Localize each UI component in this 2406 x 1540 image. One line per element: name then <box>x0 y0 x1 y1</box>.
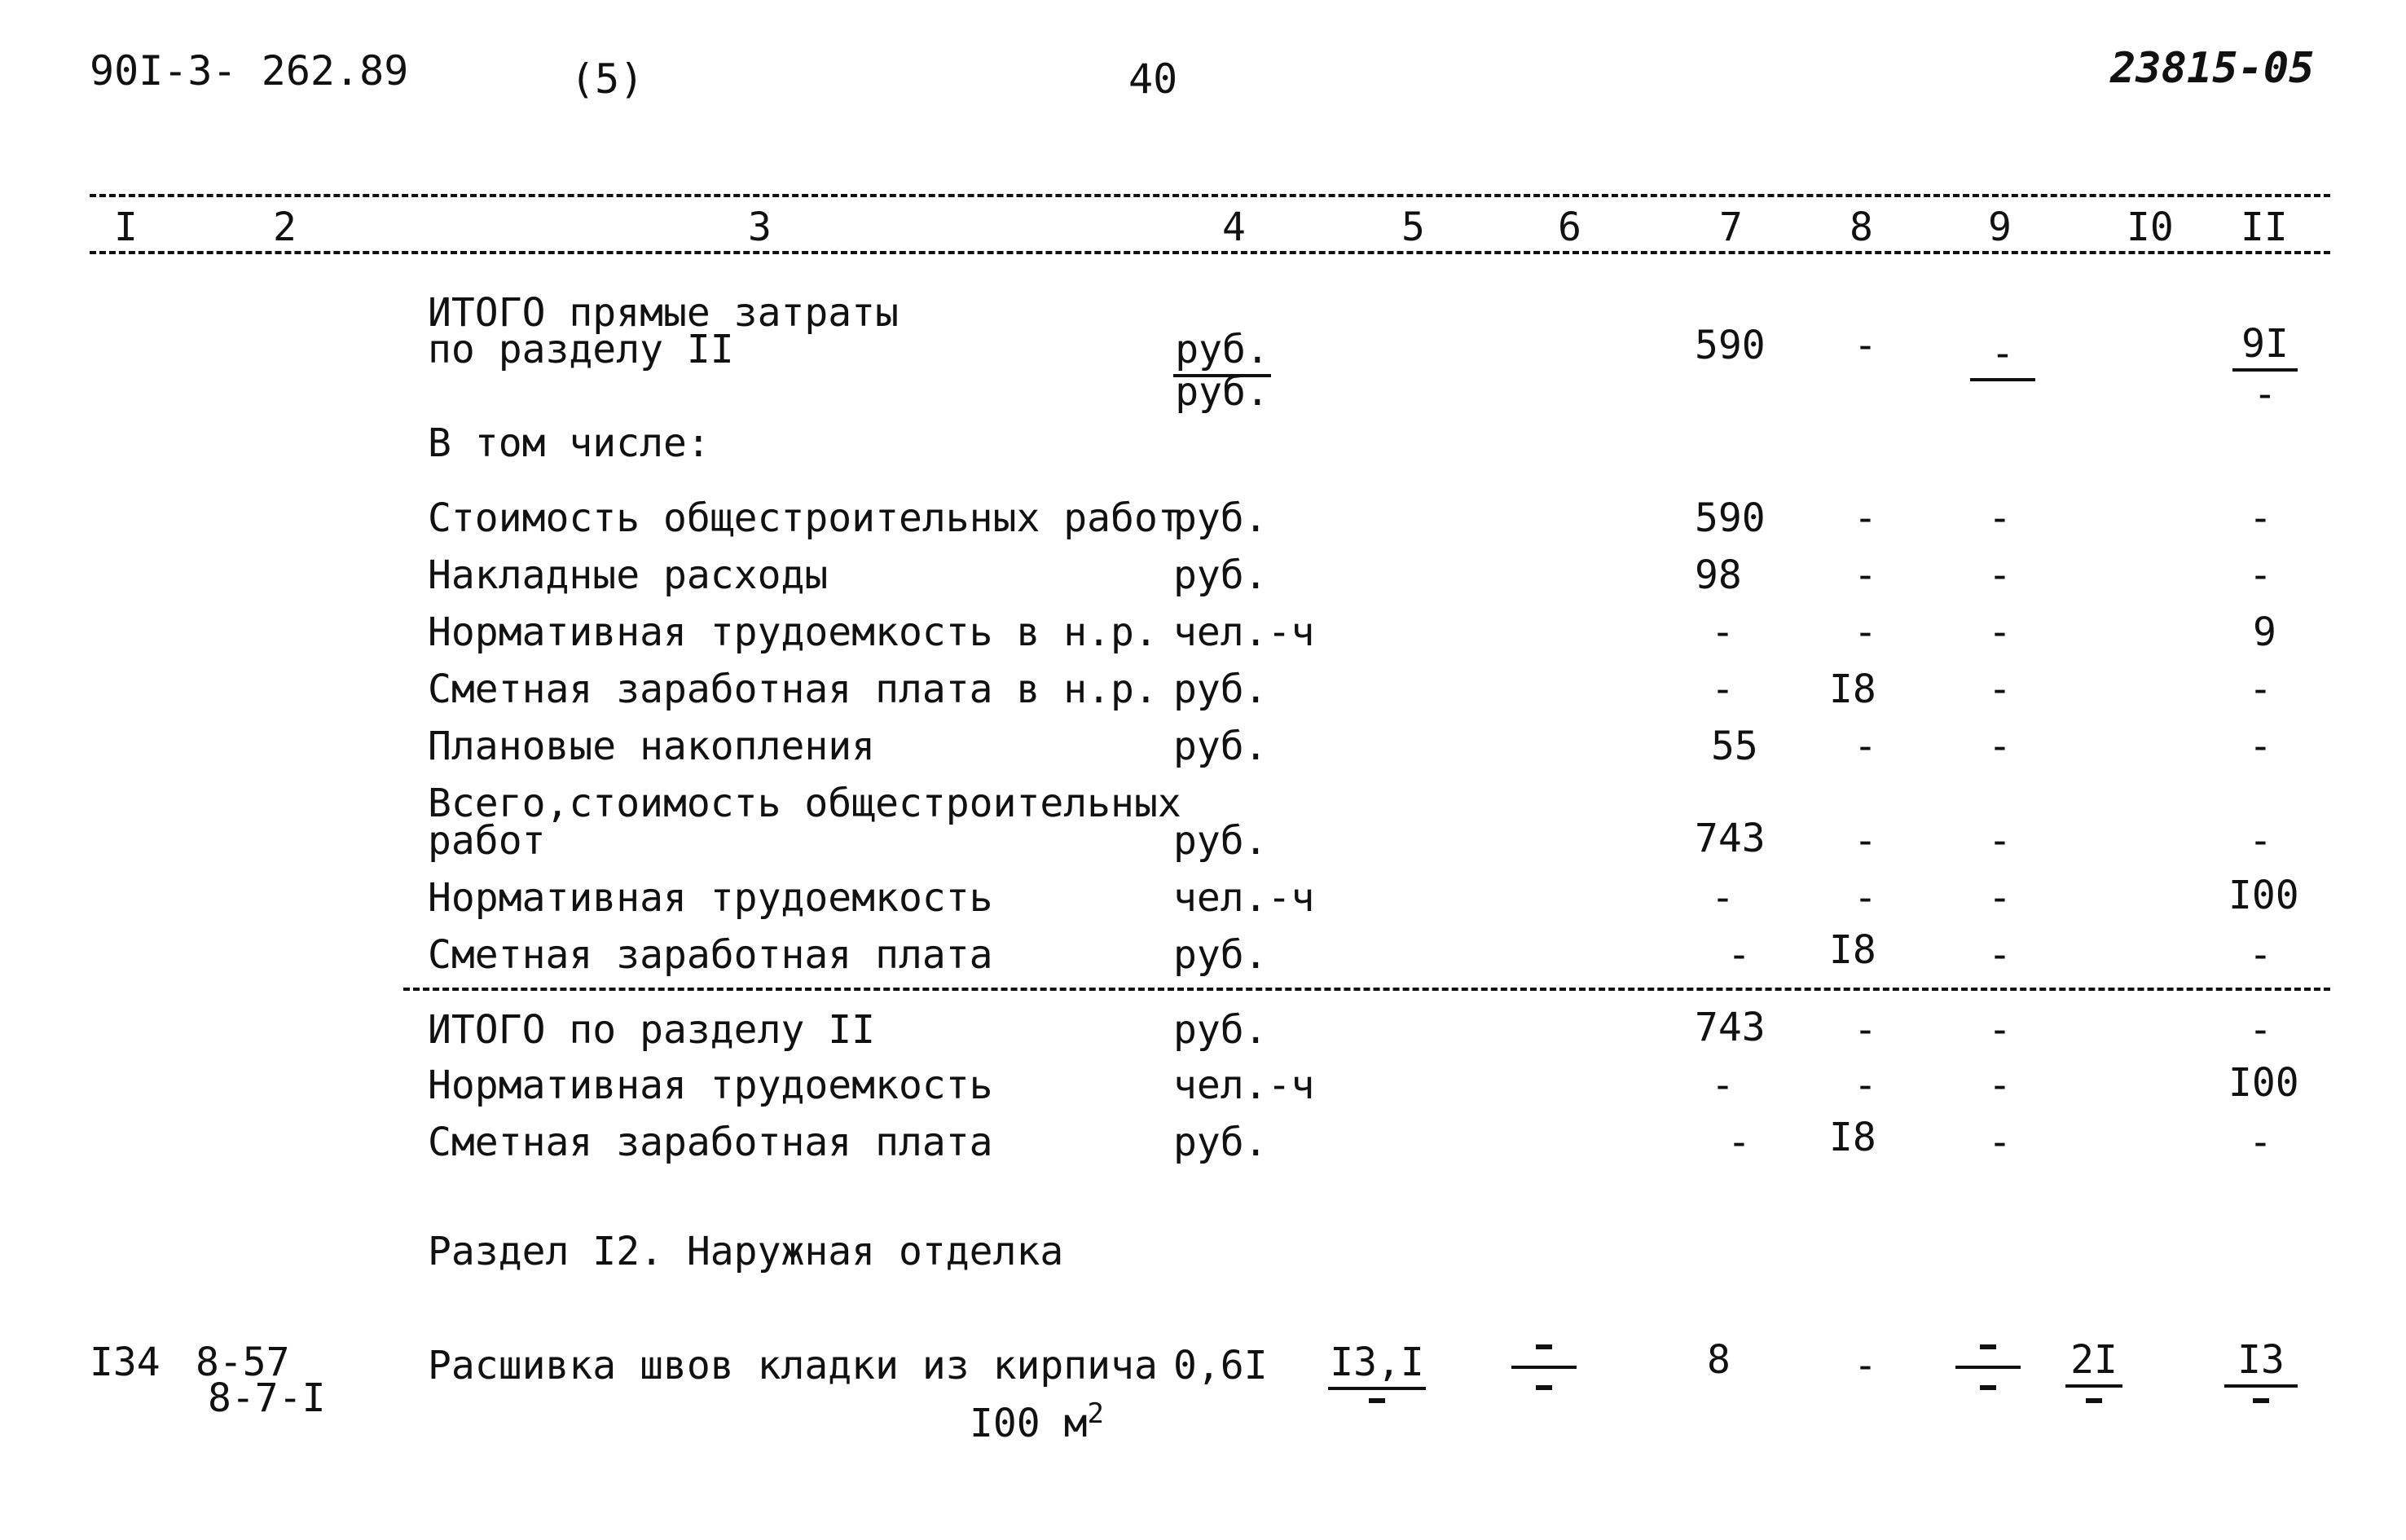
item-c10-bar <box>2065 1384 2122 1388</box>
row-c11: - <box>2249 495 2272 541</box>
item-c11-bar <box>2224 1384 2298 1388</box>
item-c6-num-mark <box>1536 1344 1552 1349</box>
column-header-9: 9 <box>1988 205 2012 250</box>
column-header-1: I <box>114 205 138 250</box>
row-unit: руб. <box>1173 667 1268 712</box>
row-c9: - <box>1988 609 2012 655</box>
row-c11: - <box>2249 552 2272 598</box>
row-name: Нормативная трудоемкость в н.р. <box>428 609 1158 655</box>
row-c11: - <box>2249 667 2272 712</box>
row-unit: чел.-ч <box>1173 609 1315 655</box>
row-c9: - <box>1988 932 2012 978</box>
header-bottom-rule <box>90 251 2330 254</box>
row-c8: - <box>1854 552 1877 598</box>
item-measure-sup: 2 <box>1087 1397 1104 1430</box>
total-works-c11: - <box>2249 818 2272 864</box>
row-c7: - <box>1727 932 1751 978</box>
item-c5-num: I3,I <box>1330 1340 1424 1385</box>
total-works-c9: - <box>1988 818 2012 864</box>
item-code-1: 8-57 <box>196 1340 290 1385</box>
row-c7: 98 <box>1695 552 1742 598</box>
total-works-c7: 743 <box>1695 816 1766 861</box>
column-header-2: 2 <box>273 205 297 250</box>
row-c8: - <box>1854 609 1877 655</box>
row-c8: I8 <box>1829 927 1876 973</box>
row-c7: - <box>1711 667 1735 712</box>
total-works-unit: руб. <box>1173 818 1268 864</box>
item-c5 <box>1328 1340 1426 1390</box>
item-c10-num: 2I <box>2070 1337 2118 1383</box>
row-c11: I00 <box>2228 1060 2299 1106</box>
item-c9 <box>1955 1361 2021 1369</box>
page-number: 40 <box>1128 55 1178 103</box>
row-c11: - <box>2249 1007 2272 1053</box>
header-top-rule <box>90 194 2330 197</box>
total-direct-c9 <box>1970 331 2035 381</box>
total-works-c8: - <box>1854 818 1877 864</box>
row-name: Плановые накопления <box>428 724 876 769</box>
row-unit: руб. <box>1173 724 1268 769</box>
item-c10-den-mark <box>2086 1398 2102 1403</box>
row-name: Нормативная трудоемкость <box>428 1063 993 1108</box>
column-header-10: I0 <box>2127 205 2174 250</box>
total-direct-c11-num: 9I <box>2241 321 2289 367</box>
total-direct-line1: ИТОГО прямые затраты <box>428 290 899 336</box>
row-unit: руб. <box>1173 1120 1268 1165</box>
row-c9: - <box>1988 1007 2012 1053</box>
row-c11: 9 <box>2253 609 2276 655</box>
row-unit: чел.-ч <box>1173 875 1315 921</box>
item-number: I34 <box>90 1340 161 1385</box>
row-c8: - <box>1854 1063 1877 1108</box>
column-header-8: 8 <box>1850 205 1873 250</box>
total-works-line1: Всего,стоимость общестроительных <box>428 781 1181 826</box>
total-direct-c7: 590 <box>1695 323 1766 368</box>
item-c6-den-mark <box>1536 1385 1552 1390</box>
section-title: Раздел I2. Наружная отделка <box>428 1229 1064 1274</box>
row-unit: руб. <box>1173 932 1268 978</box>
item-c8: - <box>1854 1343 1877 1388</box>
total-direct-unit-num: руб. <box>1175 327 1269 372</box>
item-c9-den-mark <box>1980 1385 1996 1390</box>
item-c10 <box>2065 1337 2122 1388</box>
section-separator-rule <box>403 988 2330 991</box>
row-c7: - <box>1727 1120 1751 1165</box>
item-c9-bar <box>1955 1366 2021 1369</box>
item-c11-num: I3 <box>2237 1337 2285 1383</box>
column-header-11: II <box>2241 205 2288 250</box>
row-c7: - <box>1711 875 1735 921</box>
item-c4: 0,6I <box>1173 1343 1268 1388</box>
item-c7: 8 <box>1707 1337 1731 1383</box>
row-c9: - <box>1988 667 2012 712</box>
row-name: Сметная заработная плата <box>428 932 993 978</box>
row-c9: - <box>1988 495 2012 541</box>
row-c8: I8 <box>1829 667 1876 712</box>
total-works-line2: работ <box>428 818 546 864</box>
item-c11-den-mark <box>2253 1398 2269 1403</box>
row-c7: 743 <box>1695 1005 1766 1050</box>
total-direct-c9-bar <box>1970 378 2035 381</box>
row-name: ИТОГО по разделу II <box>428 1007 876 1053</box>
total-direct-line2: по разделу II <box>428 327 734 372</box>
item-c5-bar <box>1328 1387 1426 1390</box>
row-unit: руб. <box>1173 552 1268 598</box>
column-header-7: 7 <box>1719 205 1743 250</box>
row-c11: - <box>2249 1120 2272 1165</box>
row-c8: I8 <box>1829 1115 1876 1160</box>
item-c6 <box>1511 1361 1577 1369</box>
row-name: Накладные расходы <box>428 552 829 598</box>
row-unit: руб. <box>1173 495 1268 541</box>
total-direct-unit-den: руб. <box>1175 369 1269 415</box>
archive-stamp: 23815-05 <box>2110 44 2315 93</box>
row-name: Нормативная трудоемкость <box>428 875 993 921</box>
row-c7: 590 <box>1695 495 1766 541</box>
row-name: Стоимость общестроительных работ <box>428 495 1181 541</box>
row-c8: - <box>1854 724 1877 769</box>
total-direct-c8: - <box>1854 323 1877 368</box>
total-direct-c9-num: - <box>1990 331 2015 376</box>
item-c11 <box>2224 1337 2298 1388</box>
row-c9: - <box>1988 875 2012 921</box>
row-c8: - <box>1854 875 1877 921</box>
item-measure <box>970 1397 1104 1446</box>
row-c9: - <box>1988 1063 2012 1108</box>
row-name: Сметная заработная плата в н.р. <box>428 667 1158 712</box>
item-c5-den-mark <box>1369 1398 1385 1403</box>
row-c7: - <box>1711 1063 1735 1108</box>
row-c8: - <box>1854 1007 1877 1053</box>
item-measure-unit: I00 м <box>970 1401 1088 1446</box>
item-code-2: 8-7-I <box>208 1375 326 1421</box>
row-name: Сметная заработная плата <box>428 1120 993 1165</box>
column-header-6: 6 <box>1558 205 1581 250</box>
row-c7: - <box>1711 609 1735 655</box>
total-direct-c11 <box>2232 321 2298 417</box>
row-c7: 55 <box>1711 724 1758 769</box>
row-c11: - <box>2249 932 2272 978</box>
row-c9: - <box>1988 724 2012 769</box>
column-header-3: 3 <box>748 205 772 250</box>
document-code: 90I-3- 262.89 <box>90 47 409 95</box>
row-c11: I00 <box>2228 873 2299 918</box>
row-c9: - <box>1988 1120 2012 1165</box>
total-direct-unit <box>1173 327 1271 415</box>
row-c11: - <box>2249 724 2272 769</box>
row-unit: руб. <box>1173 1007 1268 1053</box>
item-c6-bar <box>1511 1366 1577 1369</box>
total-direct-c11-den: - <box>2253 372 2277 417</box>
item-name: Расшивка швов кладки из кирпича <box>428 1343 1158 1388</box>
row-unit: чел.-ч <box>1173 1063 1315 1108</box>
item-c9-num-mark <box>1980 1344 1996 1349</box>
row-c8: - <box>1854 495 1877 541</box>
column-header-4: 4 <box>1222 205 1246 250</box>
sheet-number: (5) <box>570 55 644 103</box>
column-header-5: 5 <box>1401 205 1425 250</box>
including-label: В том числе: <box>428 420 710 466</box>
row-c9: - <box>1988 552 2012 598</box>
